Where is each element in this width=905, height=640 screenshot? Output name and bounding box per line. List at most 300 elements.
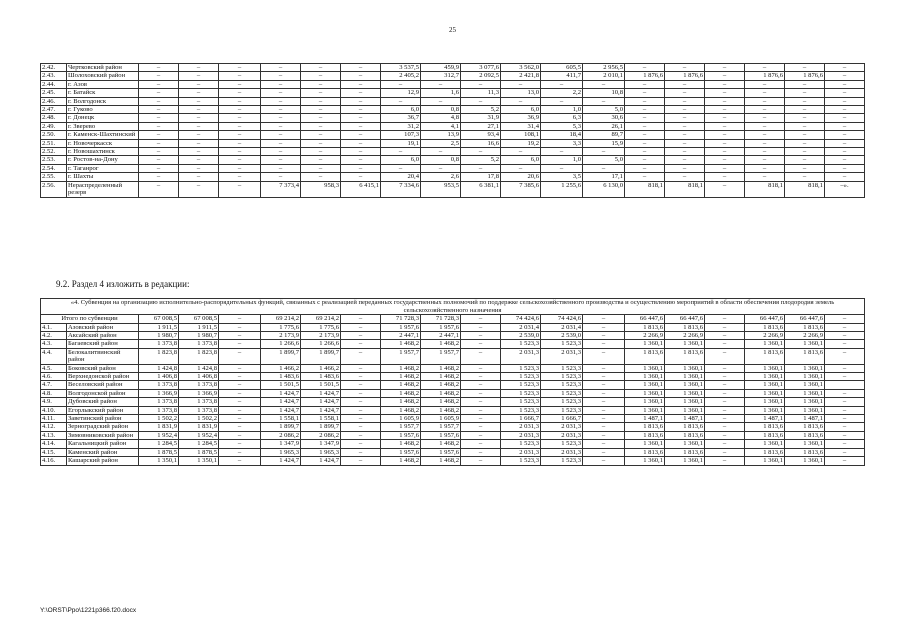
cell-value: – — [705, 406, 745, 414]
cell-value: 17,8 — [461, 173, 501, 181]
cell-value: 1 965,3 — [301, 448, 341, 456]
cell-value: 1 813,6 — [625, 348, 665, 364]
table-row — [41, 332, 865, 340]
cell-value: 18,4 — [541, 131, 583, 139]
row-number: 4.8. — [41, 389, 67, 397]
cell-value: – — [625, 106, 665, 114]
cell-value: – — [139, 131, 179, 139]
cell-value: 1 558,1 — [261, 415, 301, 423]
total-value: 66 447,6 — [785, 315, 825, 323]
cell-value: – — [665, 64, 705, 72]
cell-value: 2 031,3 — [501, 348, 541, 364]
cell-value: 2 266,9 — [785, 332, 825, 340]
table-row — [41, 97, 865, 105]
cell-value: – — [381, 97, 421, 105]
cell-value: – — [705, 97, 745, 105]
cell-value: – — [583, 373, 625, 381]
total-value: 66 447,6 — [665, 315, 705, 323]
cell-value: 6 415,1 — [341, 181, 381, 197]
cell-value: 1 876,6 — [745, 72, 785, 80]
cell-value: – — [705, 173, 745, 181]
cell-value: – — [705, 139, 745, 147]
cell-value: – — [705, 181, 745, 197]
row-name: г. Новошахтинск — [67, 148, 139, 156]
cell-value: – — [421, 80, 461, 88]
cell-value: 1 424,7 — [301, 398, 341, 406]
cell-value: 1 360,1 — [665, 364, 705, 372]
cell-value: 1 468,2 — [421, 340, 461, 348]
cell-value: 2 092,5 — [461, 72, 501, 80]
row-name: Верхнедонской район — [67, 373, 139, 381]
cell-value: – — [179, 139, 219, 147]
cell-value: – — [501, 97, 541, 105]
cell-value: – — [219, 148, 261, 156]
cell-value: – — [219, 114, 261, 122]
table-row — [41, 364, 865, 372]
cell-value: – — [341, 373, 381, 381]
cell-value: 1 360,1 — [785, 440, 825, 448]
cell-value: – — [301, 173, 341, 181]
cell-value: – — [825, 114, 865, 122]
cell-value: 1 360,1 — [665, 340, 705, 348]
cell-value: 1 957,6 — [381, 431, 421, 439]
cell-value: 1 813,6 — [745, 348, 785, 364]
cell-value: 459,9 — [421, 64, 461, 72]
cell-value: 818,1 — [665, 181, 705, 197]
row-name: г. Шахты — [67, 173, 139, 181]
cell-value: 1 980,7 — [139, 332, 179, 340]
cell-value: – — [583, 364, 625, 372]
cell-value: – — [301, 148, 341, 156]
cell-value: – — [461, 97, 501, 105]
cell-value: 1 831,9 — [139, 423, 179, 431]
cell-value: – — [461, 448, 501, 456]
cell-value: – — [825, 106, 865, 114]
cell-value: – — [665, 80, 705, 88]
cell-value: – — [705, 122, 745, 130]
cell-value: 411,7 — [541, 72, 583, 80]
cell-value: 1 502,2 — [179, 415, 219, 423]
table-row — [41, 139, 865, 147]
cell-value: 1 468,2 — [381, 373, 421, 381]
cell-value: 1 957,7 — [421, 348, 461, 364]
cell-value: 2 010,1 — [583, 72, 625, 80]
cell-value: – — [541, 164, 583, 172]
cell-value: 1 424,8 — [139, 364, 179, 372]
cell-value: – — [705, 340, 745, 348]
cell-value: – — [665, 114, 705, 122]
cell-value: – — [665, 97, 705, 105]
cell-value: 1 813,6 — [665, 448, 705, 456]
cell-value: 1 823,8 — [179, 348, 219, 364]
cell-value: 1 360,1 — [665, 406, 705, 414]
cell-value: – — [179, 173, 219, 181]
cell-value: – — [261, 114, 301, 122]
cell-value: 1 366,9 — [139, 389, 179, 397]
cell-value: – — [139, 173, 179, 181]
cell-value: – — [341, 97, 381, 105]
cell-value: – — [179, 181, 219, 197]
cell-value: – — [219, 97, 261, 105]
cell-value: – — [341, 164, 381, 172]
row-name: Егорлыкский район — [67, 406, 139, 414]
cell-value: – — [341, 80, 381, 88]
cell-value: – — [341, 440, 381, 448]
cell-value: 1 468,2 — [381, 364, 421, 372]
cell-value: – — [825, 389, 865, 397]
cell-value: 1 523,3 — [541, 457, 583, 465]
cell-value: 1 483,6 — [301, 373, 341, 381]
cell-value: 1 911,5 — [139, 323, 179, 331]
cell-value: – — [825, 131, 865, 139]
row-number: 4.2. — [41, 332, 67, 340]
cell-value: – — [745, 122, 785, 130]
cell-value: 1 813,6 — [625, 323, 665, 331]
cell-value: 2 031,3 — [541, 431, 583, 439]
cell-value: – — [179, 64, 219, 72]
row-name: Кагальницкий район — [67, 440, 139, 448]
row-name: Аксайский район — [67, 332, 139, 340]
cell-value: 2 086,2 — [261, 431, 301, 439]
cell-value: 818,1 — [625, 181, 665, 197]
table-row — [41, 373, 865, 381]
cell-value: – — [745, 156, 785, 164]
cell-value: 1 813,6 — [745, 423, 785, 431]
table-row — [41, 72, 865, 80]
cell-value: –». — [825, 181, 865, 197]
cell-value: 1 468,2 — [421, 381, 461, 389]
cell-value: – — [301, 164, 341, 172]
cell-value: 1 468,2 — [381, 457, 421, 465]
cell-value: 1 523,3 — [541, 364, 583, 372]
cell-value: 818,1 — [785, 181, 825, 197]
cell-value: 1 666,7 — [501, 415, 541, 423]
cell-value: 1 373,8 — [139, 406, 179, 414]
cell-value: – — [583, 415, 625, 423]
cell-value: – — [745, 64, 785, 72]
cell-value: – — [341, 348, 381, 364]
cell-value: – — [705, 348, 745, 364]
cell-value: – — [139, 64, 179, 72]
cell-value: – — [825, 139, 865, 147]
cell-value: 1 523,3 — [501, 364, 541, 372]
cell-value: 1 813,6 — [625, 431, 665, 439]
cell-value: 108,1 — [501, 131, 541, 139]
cell-value: – — [179, 97, 219, 105]
cell-value: 1 523,3 — [501, 457, 541, 465]
cell-value: – — [219, 389, 261, 397]
row-name: г. Гуково — [67, 106, 139, 114]
table-row — [41, 148, 865, 156]
row-name: Нераспределенный резерв — [67, 181, 139, 197]
cell-value: 5,0 — [583, 156, 625, 164]
cell-value: – — [625, 156, 665, 164]
cell-value: 1 523,3 — [501, 340, 541, 348]
cell-value: – — [139, 181, 179, 197]
cell-value: 1 980,7 — [179, 332, 219, 340]
cell-value: – — [825, 97, 865, 105]
cell-value: – — [705, 89, 745, 97]
cell-value: 1 468,2 — [421, 389, 461, 397]
cell-value: 1 360,1 — [745, 440, 785, 448]
cell-value: – — [825, 156, 865, 164]
table-row — [41, 423, 865, 431]
cell-value: 6,0 — [501, 156, 541, 164]
cell-value: – — [583, 164, 625, 172]
total-value: – — [705, 315, 745, 323]
cell-value: – — [665, 89, 705, 97]
total-value: 71 728,3 — [381, 315, 421, 323]
cell-value: – — [625, 97, 665, 105]
cell-value: – — [583, 389, 625, 397]
row-number: 4.9. — [41, 398, 67, 406]
cell-value: 1 957,6 — [421, 431, 461, 439]
cell-value: 5,2 — [461, 156, 501, 164]
cell-value: – — [219, 457, 261, 465]
cell-value: – — [261, 173, 301, 181]
cell-value: – — [625, 89, 665, 97]
cell-value: 1 823,8 — [139, 348, 179, 364]
cell-value: 2,5 — [421, 139, 461, 147]
cell-value: 1 775,6 — [261, 323, 301, 331]
cell-value: 1 468,2 — [421, 457, 461, 465]
cell-value: 1 468,2 — [421, 398, 461, 406]
cell-value: – — [179, 131, 219, 139]
table-row — [41, 457, 865, 465]
cell-value: – — [785, 148, 825, 156]
cell-value: – — [461, 364, 501, 372]
cell-value: – — [461, 389, 501, 397]
cell-value: – — [219, 64, 261, 72]
cell-value: 31,4 — [501, 122, 541, 130]
cell-value: 1 360,1 — [665, 398, 705, 406]
cell-value: – — [825, 431, 865, 439]
cell-value: – — [341, 156, 381, 164]
cell-value: 2 173,9 — [301, 332, 341, 340]
cell-value: 1 666,7 — [541, 415, 583, 423]
cell-value: – — [825, 323, 865, 331]
cell-value: 36,7 — [381, 114, 421, 122]
cell-value: 1 965,3 — [261, 448, 301, 456]
cell-value: – — [261, 89, 301, 97]
row-number: 2.42. — [41, 64, 67, 72]
cell-value: – — [219, 373, 261, 381]
cell-value: – — [341, 148, 381, 156]
cell-value: – — [705, 457, 745, 465]
cell-value: 2,6 — [421, 173, 461, 181]
cell-value: – — [219, 80, 261, 88]
row-number: 2.56. — [41, 181, 67, 197]
cell-value: 1 957,6 — [421, 448, 461, 456]
cell-value: 2 031,4 — [501, 323, 541, 331]
total-value: – — [825, 315, 865, 323]
cell-value: – — [301, 114, 341, 122]
cell-value: – — [745, 131, 785, 139]
cell-value: – — [179, 122, 219, 130]
cell-value: 1 911,5 — [179, 323, 219, 331]
cell-value: 1 523,3 — [501, 406, 541, 414]
cell-value: – — [825, 364, 865, 372]
cell-value: 1 605,9 — [421, 415, 461, 423]
row-name: Веселовский район — [67, 381, 139, 389]
cell-value: 1 523,3 — [541, 406, 583, 414]
cell-value: 2 031,3 — [501, 448, 541, 456]
cell-value: 1 360,1 — [745, 364, 785, 372]
total-value: 71 728,3 — [421, 315, 461, 323]
cell-value: – — [705, 64, 745, 72]
cell-value: 16,6 — [461, 139, 501, 147]
section-note: 9.2. Раздел 4 изложить в редакции: — [56, 279, 190, 289]
cell-value: – — [825, 173, 865, 181]
cell-value: 1 266,6 — [261, 340, 301, 348]
row-number: 4.4. — [41, 348, 67, 364]
cell-value: 1 360,1 — [665, 381, 705, 389]
cell-value: – — [625, 122, 665, 130]
cell-value: – — [825, 89, 865, 97]
cell-value: – — [179, 114, 219, 122]
cell-value: – — [261, 148, 301, 156]
cell-value: 1 360,1 — [785, 398, 825, 406]
cell-value: 1 360,1 — [785, 340, 825, 348]
cell-value: – — [341, 106, 381, 114]
cell-value: 1 523,3 — [501, 440, 541, 448]
table-row — [41, 173, 865, 181]
cell-value: – — [219, 440, 261, 448]
cell-value: 1 813,6 — [785, 431, 825, 439]
total-value: 66 447,6 — [745, 315, 785, 323]
cell-value: 2 447,1 — [421, 332, 461, 340]
cell-value: – — [179, 148, 219, 156]
cell-value: 1 347,9 — [261, 440, 301, 448]
cell-value: – — [461, 415, 501, 423]
cell-value: – — [219, 348, 261, 364]
cell-value: 3 077,6 — [461, 64, 501, 72]
cell-value: 89,7 — [583, 131, 625, 139]
cell-value: 1 523,3 — [501, 381, 541, 389]
row-name: Азовский район — [67, 323, 139, 331]
cell-value: 1 360,1 — [785, 457, 825, 465]
cell-value: – — [705, 373, 745, 381]
cell-value: – — [665, 122, 705, 130]
cell-value: – — [705, 440, 745, 448]
cell-value: 7 385,6 — [501, 181, 541, 197]
row-number: 4.1. — [41, 323, 67, 331]
cell-value: – — [261, 80, 301, 88]
cell-value: 1 424,7 — [301, 389, 341, 397]
cell-value: – — [341, 364, 381, 372]
table-header-row — [41, 299, 865, 315]
row-number: 2.44. — [41, 80, 67, 88]
cell-value: – — [665, 164, 705, 172]
table-row — [41, 415, 865, 423]
row-name: Зерноградский район — [67, 423, 139, 431]
cell-value: – — [461, 457, 501, 465]
cell-value: 1 831,9 — [179, 423, 219, 431]
table-row — [41, 389, 865, 397]
cell-value: 2 031,3 — [501, 431, 541, 439]
section-header: «4. Субвенция на организацию исполнительно-распорядительных функций, связанных с реализацией переданных государственных полномочий по поддержке сельскохозяйственного производства и осуществлению мероприятий в области обеспечения плодородия земель сельскохозяйственного назначения — [41, 299, 865, 315]
cell-value: 20,4 — [381, 173, 421, 181]
cell-value: 1 284,5 — [139, 440, 179, 448]
row-name: г. Азов — [67, 80, 139, 88]
cell-value: – — [745, 80, 785, 88]
cell-value: 1 468,2 — [381, 381, 421, 389]
cell-value: – — [461, 340, 501, 348]
cell-value: – — [785, 106, 825, 114]
cell-value: 1 558,1 — [301, 415, 341, 423]
cell-value: 36,9 — [501, 114, 541, 122]
cell-value: 19,1 — [381, 139, 421, 147]
cell-value: 1 899,7 — [261, 423, 301, 431]
cell-value: 1 523,3 — [541, 373, 583, 381]
cell-value: 1 360,1 — [745, 381, 785, 389]
cell-value: – — [785, 89, 825, 97]
cell-value: – — [825, 148, 865, 156]
cell-value: 6 381,1 — [461, 181, 501, 197]
cell-value: 953,5 — [421, 181, 461, 197]
cell-value: – — [461, 373, 501, 381]
row-number: 2.49. — [41, 122, 67, 130]
cell-value: – — [179, 164, 219, 172]
row-number: 2.46. — [41, 97, 67, 105]
cell-value: – — [341, 457, 381, 465]
cell-value: – — [219, 398, 261, 406]
row-name: Дубовский район — [67, 398, 139, 406]
row-name: г. Новочеркасск — [67, 139, 139, 147]
cell-value — [825, 381, 865, 389]
cell-value: 1 424,7 — [261, 457, 301, 465]
cell-value: 1 360,1 — [745, 457, 785, 465]
row-number: 2.54. — [41, 164, 67, 172]
cell-value: – — [705, 72, 745, 80]
cell-value: 6,0 — [381, 106, 421, 114]
cell-value: 1 360,1 — [785, 381, 825, 389]
cell-value: – — [745, 106, 785, 114]
cell-value: – — [785, 122, 825, 130]
table-row — [41, 156, 865, 164]
row-number: 2.48. — [41, 114, 67, 122]
cell-value: – — [341, 406, 381, 414]
cell-value: 1 424,7 — [301, 406, 341, 414]
cell-value: 1 466,2 — [301, 364, 341, 372]
cell-value: 1 813,6 — [665, 423, 705, 431]
cell-value: 2 956,5 — [583, 64, 625, 72]
cell-value: – — [583, 423, 625, 431]
cell-value: 1 813,6 — [785, 423, 825, 431]
table-row — [41, 406, 865, 414]
table-row — [41, 80, 865, 88]
cell-value: 1 360,1 — [625, 381, 665, 389]
cell-value: – — [825, 72, 865, 80]
cell-value: 1 360,1 — [625, 373, 665, 381]
cell-value: – — [219, 89, 261, 97]
cell-value: – — [785, 173, 825, 181]
cell-value: 1 360,1 — [785, 406, 825, 414]
cell-value: 1 284,5 — [179, 440, 219, 448]
cell-value: 1 957,7 — [381, 423, 421, 431]
cell-value: – — [301, 106, 341, 114]
cell-value: – — [301, 156, 341, 164]
cell-value: – — [825, 340, 865, 348]
cell-value: – — [301, 72, 341, 80]
table-row — [41, 181, 865, 197]
cell-value: 2 266,9 — [745, 332, 785, 340]
cell-value: 1 468,2 — [421, 364, 461, 372]
cell-value: – — [705, 80, 745, 88]
cell-value: – — [219, 364, 261, 372]
cell-value: – — [625, 80, 665, 88]
cell-value: 1 468,2 — [381, 389, 421, 397]
